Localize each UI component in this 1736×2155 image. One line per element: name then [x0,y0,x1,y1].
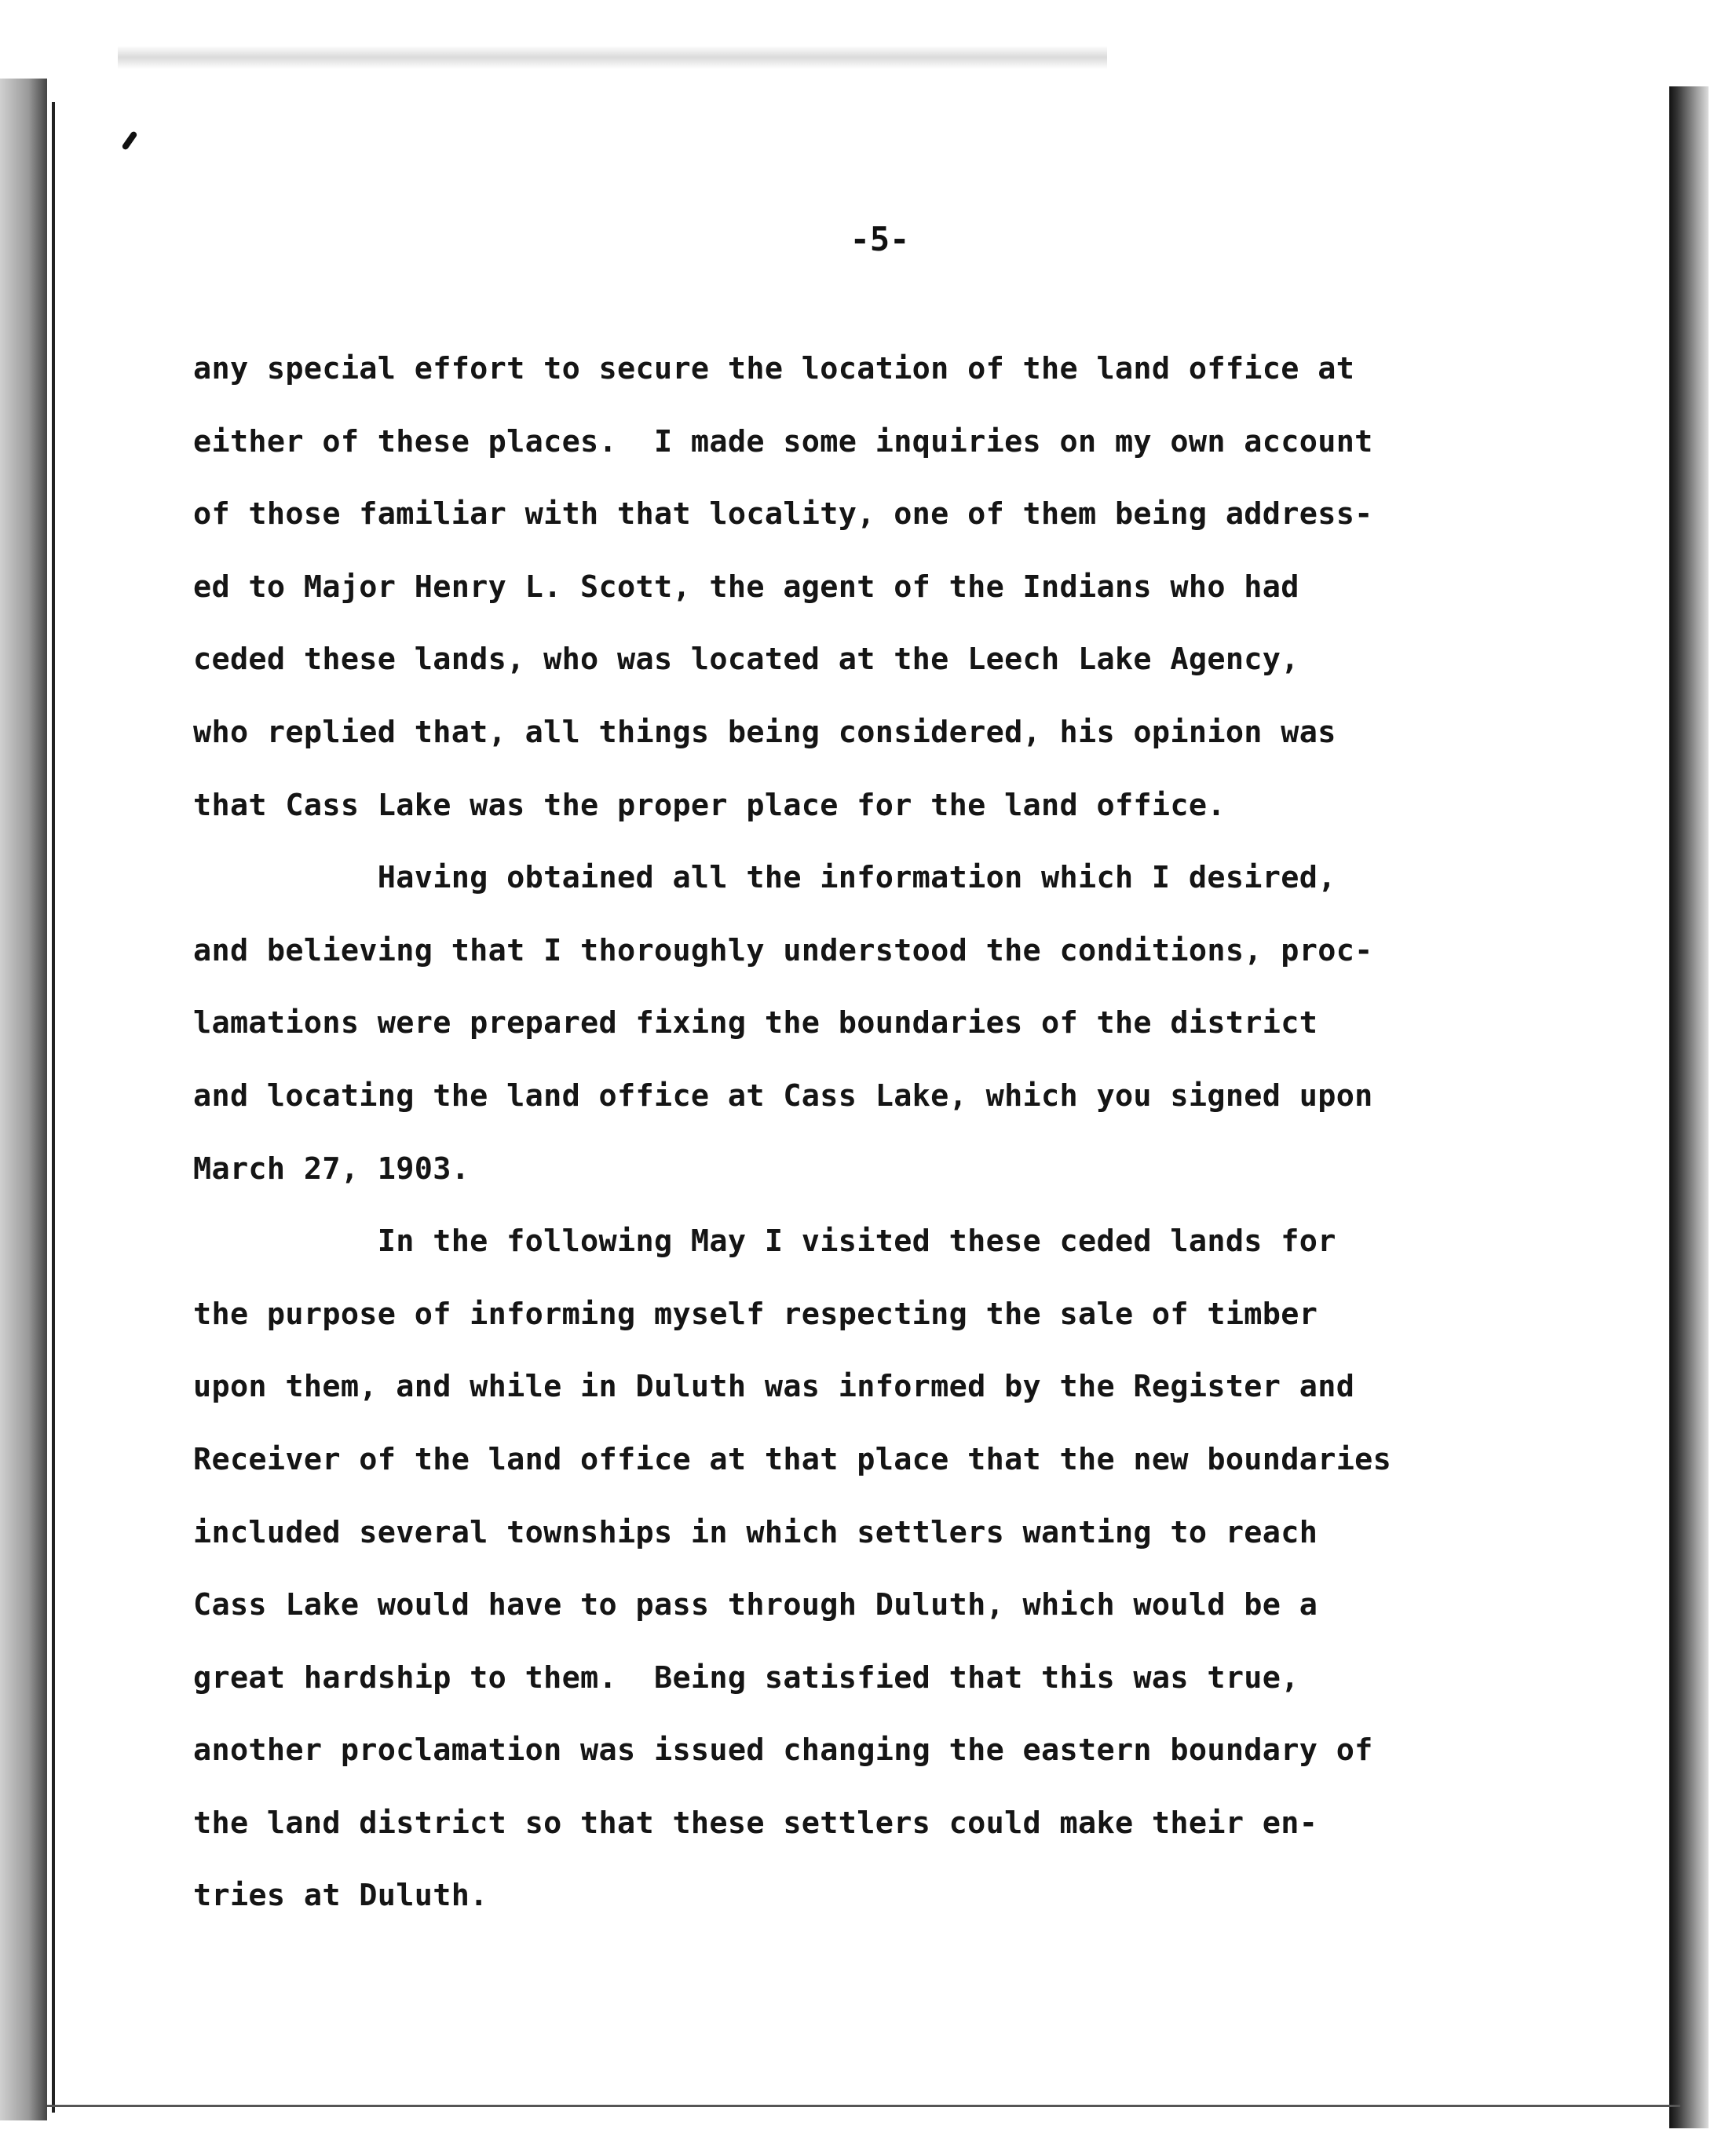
page-number: -5- [850,220,910,258]
text-line: upon them, and while in Duluth was informed by the Register and [193,1369,1355,1405]
text-line: ceded these lands, who was located at the Leech Lake Agency, [193,642,1299,678]
text-line: In the following May I visited these ceded lands for [193,1224,1336,1260]
text-line: Cass Lake would have to pass through Duluth, which would be a [193,1587,1318,1623]
scan-smudge [118,46,1107,69]
text-line: another proclamation was issued changing the eastern boundary of [193,1732,1373,1769]
text-line: of those familiar with that locality, one of them being address- [193,496,1373,532]
text-line: Having obtained all the information which I desired, [193,860,1336,896]
text-line: any special effort to secure the location of the land office at [193,351,1355,386]
text-line: the purpose of informing myself respecting the sale of timber [193,1296,1318,1332]
text-line: and believing that I thoroughly understood the conditions, proc- [193,932,1373,968]
text-line: ed to Major Henry L. Scott, the agent of the Indians who had [193,569,1299,605]
text-line: great hardship to them. Being satisfied that this was true, [193,1659,1299,1696]
left-scan-edge [0,79,47,2120]
text-line: either of these places. I made some inquiries on my own account [193,423,1373,459]
left-border-line [52,102,55,2113]
text-line: included several townships in which settlers wanting to reach [193,1514,1318,1550]
text-line: who replied that, all things being considered, his opinion was [193,714,1336,750]
bottom-border-line [47,2105,1680,2107]
text-line: lamations were prepared fixing the boundaries of the district [193,1005,1318,1041]
pen-mark [121,130,137,151]
right-scan-edge [1669,86,1709,2128]
text-line: March 27, 1903. [193,1151,470,1187]
page-number-container [0,220,1736,258]
text-line: the land district so that these settlers could make their en- [193,1805,1318,1841]
text-line: that Cass Lake was the proper place for the land office. [193,787,1226,823]
text-line: tries at Duluth. [193,1878,488,1914]
body-text [193,346,1575,1945]
text-line: Receiver of the land office at that place that the new boundaries [193,1441,1392,1477]
text-line: and locating the land office at Cass Lake, which you signed upon [193,1078,1373,1114]
